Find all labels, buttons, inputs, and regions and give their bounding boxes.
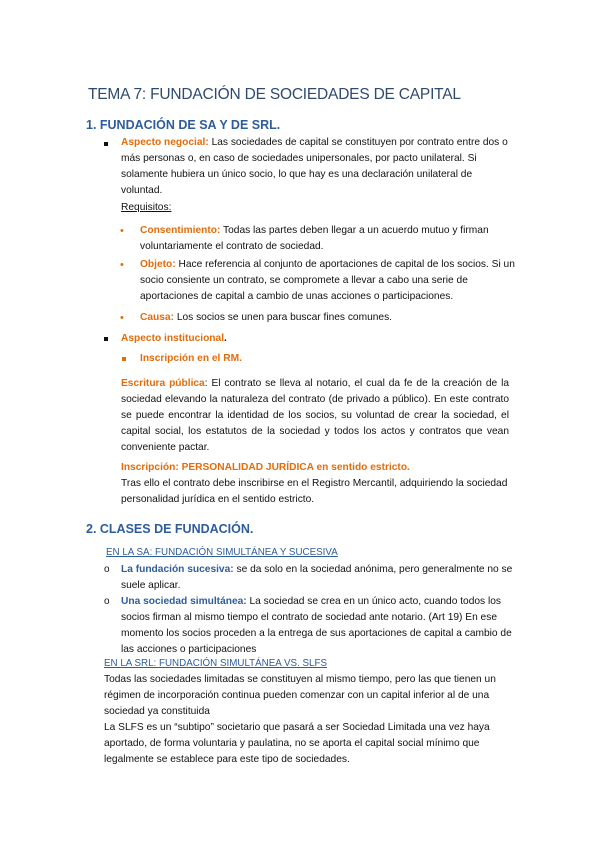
fundacion-sucesiva-label: La fundación sucesiva:: [121, 564, 234, 575]
aspecto-negocial-label: Aspecto negocial:: [121, 137, 209, 148]
aspecto-institucional-dot: .: [224, 333, 227, 344]
fundacion-sucesiva-text: se da solo en la sociedad anónima, pero generalmente no se suele aplicar.: [121, 564, 513, 591]
bullet-square: [104, 337, 108, 341]
aspecto-negocial-paragraph: [121, 135, 511, 199]
requisito-text: Hace referencia al conjunto de aportaciones de capital de los socios. Si un socio consiente un contrato, se compromete a llevar a cabo una serie de aportaciones de capital a cambio de unas acciones o participaciones.: [140, 259, 515, 302]
bullet-square-orange: [122, 357, 126, 361]
srl-paragraph-2: La SLFS es un “subtipo” societario que pasará a ser Sociedad Limitada una vez haya aportado, de forma voluntaria y paulatina, no se aporta el capital social mínimo que legalmente se establece para este tipo de sociedades.: [104, 722, 490, 765]
aspecto-institucional-line: [121, 331, 227, 347]
escritura-publica-paragraph: [121, 376, 509, 456]
section-2-heading: 2. CLASES DE FUNDACIÓN.: [86, 522, 254, 536]
bullet-dot: •: [120, 312, 124, 324]
requisito-text: Todas las partes deben llegar a un acuerdo mutuo y firman voluntariamente el contrato de sociedad.: [140, 225, 489, 252]
bullet-circle: o: [104, 596, 110, 607]
bullet-dot: •: [120, 259, 124, 271]
requisito-text: Los socios se unen para buscar fines comunes.: [173, 312, 393, 323]
requisito-label: Consentimiento:: [140, 225, 221, 236]
inscripcion-text: Tras ello el contrato debe inscribirse en el Registro Mercantil, adquiriendo la sociedad personalidad jurídica en el sentido estricto.: [121, 478, 508, 505]
bullet-circle: o: [104, 564, 110, 575]
inscripcion-rm-label: Inscripción en el RM.: [140, 353, 242, 364]
bullet-square: [104, 142, 108, 146]
requisito-item: [140, 310, 518, 326]
requisito-item: [140, 223, 518, 255]
sociedad-simultanea-label: Una sociedad simultánea:: [121, 596, 247, 607]
requisito-item: [140, 257, 518, 305]
srl-paragraph-1: Todas las sociedades limitadas se constituyen al mismo tiempo, pero las que tienen un régimen de incorporación continua pueden comenzar con un capital inferior al de una sociedad ya constituida: [104, 674, 496, 717]
aspecto-negocial-text: Las sociedades de capital se constituyen por contrato entre dos o más personas o, en caso de sociedades unipersonales, por pacto unilateral. Si solamente hubiera un único socio, lo que hay es una declaración unilateral de voluntad.: [121, 137, 508, 196]
requisito-label: Causa:: [140, 312, 174, 323]
page-title: TEMA 7: FUNDACIÓN DE SOCIEDADES DE CAPITAL: [88, 86, 461, 103]
requisitos-label: Requisitos:: [121, 202, 172, 213]
inscripcion-label: Inscripción: PERSONALIDAD JURÍDICA en sentido estricto.: [121, 462, 410, 473]
requisito-label: Objeto:: [140, 259, 176, 270]
escritura-publica-text: : El contrato se lleva al notario, el cual da fe de la creación de la sociedad elevando la naturaleza del contrato (de privado a público). En este contrato se puede encontrar la identidad de los socios, su voluntad de crear la sociedad, el capital social, los estatutos de la sociedad y todos los actos y contratos que vean conveniente pactar.: [121, 378, 509, 453]
aspecto-institucional-label: Aspecto institucional: [121, 333, 225, 344]
srl-subheading: EN LA SRL: FUNDACIÓN SIMULTÁNEA VS. SLFS: [104, 658, 328, 669]
bullet-dot: •: [120, 225, 124, 237]
sociedad-simultanea-item: [121, 594, 513, 658]
sociedad-simultanea-text: La sociedad se crea en un único acto, cuando todos los socios firman al mismo tiempo el contrato de sociedad ante notario. (Art 19) En ese momento los socios proceden a la entrega de sus aportaciones de capital a cambio de las acciones o participaciones: [121, 596, 512, 655]
fundacion-sucesiva-item: [121, 562, 513, 594]
escritura-publica-label: Escritura pública: [121, 378, 205, 389]
section-1-heading: 1. FUNDACIÓN DE SA Y DE SRL.: [86, 118, 281, 132]
sa-subheading: EN LA SA: FUNDACIÓN SIMULTÁNEA Y SUCESIVA: [106, 547, 338, 558]
